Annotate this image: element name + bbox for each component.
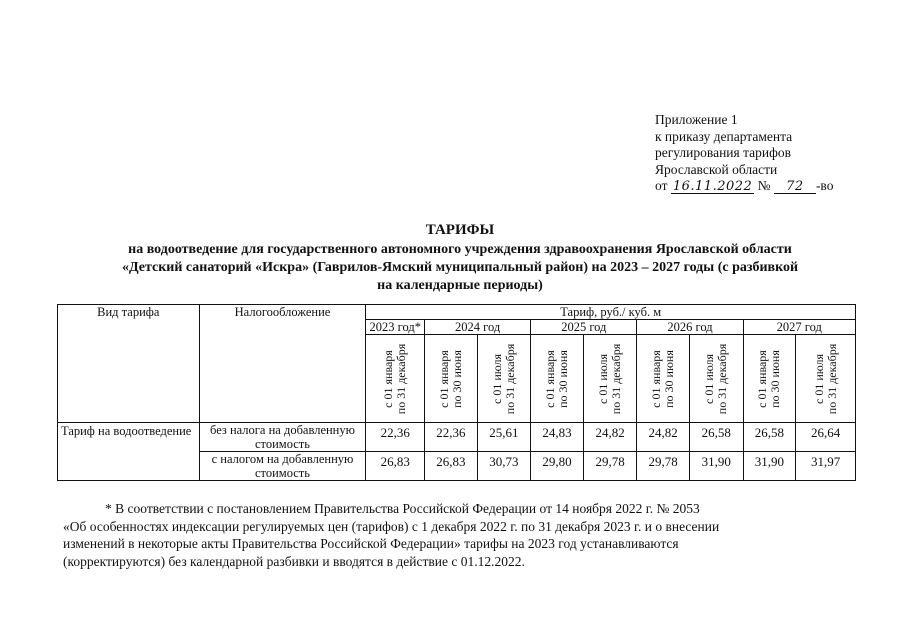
period-to: по 30 июня <box>662 349 677 408</box>
period-from: с 01 января <box>543 349 557 408</box>
handwritten-number: 72 <box>774 180 816 194</box>
tariff-value: 29,78 <box>583 452 637 481</box>
period-to: по 31 декабря <box>394 343 409 414</box>
tariff-value: 31,90 <box>743 452 796 481</box>
table-row <box>58 423 856 452</box>
number-sign: № <box>757 178 771 194</box>
appendix-region: Ярославской области <box>655 161 778 177</box>
period-cell <box>796 335 856 423</box>
tariff-value: 29,78 <box>637 452 690 481</box>
header-tariff-type: Вид тарифа <box>58 305 200 423</box>
tariff-type-label: Тариф на водоотведение <box>58 423 200 481</box>
footnote-line-4: (корректируются) без календарной разбивки и вводятся в действие с 01.12.2022. <box>63 553 525 569</box>
tax-label: с налогом на добавленную стоимость <box>199 452 366 481</box>
tariff-value: 22,36 <box>425 423 478 452</box>
tariff-value: 24,82 <box>637 423 690 452</box>
heading-line-3: на календарные периоды) <box>377 278 543 293</box>
tariff-value: 26,58 <box>743 423 796 452</box>
period-cell <box>583 335 637 423</box>
period-to: по 31 декабря <box>502 343 517 414</box>
period-cell <box>366 335 425 423</box>
heading-line-2: «Детский санаторий «Искра» (Гаврилов-Ямский муниципальный район) на 2023 – 2027 годы (с разбивкой <box>121 260 799 275</box>
year-2027: 2027 год <box>743 320 855 335</box>
footnote-line-2: «Об особенностях индексации регулируемых цен (тарифов) с 1 декабря 2022 г. по 31 декабря 2023 г. и о внесении <box>63 518 720 534</box>
tax-label: без налога на добавленную стоимость <box>199 423 366 452</box>
period-to: по 30 июня <box>768 349 783 408</box>
tariff-value: 26,64 <box>796 423 856 452</box>
tariff-value: 26,83 <box>366 452 425 481</box>
number-suffix: -во <box>815 178 834 194</box>
tariff-value: 24,83 <box>531 423 584 452</box>
heading-line-1: на водоотведение для государственного автономного учреждения здравоохранения Ярославской области <box>128 242 792 257</box>
tariff-value: 31,90 <box>689 452 743 481</box>
period-cell <box>531 335 584 423</box>
tariff-value: 29,80 <box>531 452 584 481</box>
tariff-value: 30,73 <box>477 452 531 481</box>
header-tariff-unit: Тариф, руб./ куб. м <box>366 305 856 320</box>
tariff-value: 25,61 <box>477 423 531 452</box>
period-from: с 01 июля <box>702 353 717 404</box>
appendix-order: к приказу департамента <box>655 128 793 144</box>
appendix-department: регулирования тарифов <box>655 145 792 161</box>
period-from: с 01 января <box>436 349 451 408</box>
period-from: с 01 января <box>755 349 770 408</box>
tariff-value: 22,36 <box>366 423 425 452</box>
period-cell <box>637 335 690 423</box>
year-2024: 2024 год <box>425 320 531 335</box>
appendix-block <box>655 112 833 195</box>
tariff-value: 26,58 <box>689 423 743 452</box>
document-heading <box>60 221 860 295</box>
period-from: с 01 июля <box>596 353 611 404</box>
tariff-value: 24,82 <box>583 423 637 452</box>
header-taxation: Налогообложение <box>199 305 366 423</box>
appendix-title: Приложение 1 <box>655 112 738 127</box>
period-to: по 30 июня <box>449 349 464 408</box>
period-cell <box>689 335 743 423</box>
period-from: с 01 января <box>381 349 396 408</box>
year-2023: 2023 год* <box>366 320 425 335</box>
year-2026: 2026 год <box>637 320 743 335</box>
footnote-line-3: изменений в некоторые акты Правительства Российской Федерации» тарифы на 2023 год устанавливаются <box>63 536 679 551</box>
tariff-value: 31,97 <box>796 452 856 481</box>
period-from: с 01 января <box>649 349 664 408</box>
period-cell <box>425 335 478 423</box>
period-to: по 31 декабря <box>609 343 624 414</box>
period-cell <box>477 335 531 423</box>
period-to: по 30 июня <box>556 349 570 408</box>
tariff-value: 26,83 <box>425 452 478 481</box>
appendix-date-line <box>655 178 833 195</box>
period-to: по 31 декабря <box>715 343 730 414</box>
period-from: с 01 июля <box>811 353 826 404</box>
date-prefix: от <box>655 178 668 194</box>
period-cell <box>743 335 796 423</box>
footnote <box>63 500 854 570</box>
year-2025: 2025 год <box>531 320 637 335</box>
tariff-table <box>57 304 856 481</box>
footnote-line-1: * В соответствии с постановлением Правительства Российской Федерации от 14 ноября 2022 г. № 2053 <box>105 501 700 516</box>
period-to: по 31 декабря <box>824 343 839 414</box>
handwritten-date: 16.11.2022 <box>672 179 753 195</box>
period-from: с 01 июля <box>489 353 504 404</box>
document-title: ТАРИФЫ <box>425 222 495 238</box>
